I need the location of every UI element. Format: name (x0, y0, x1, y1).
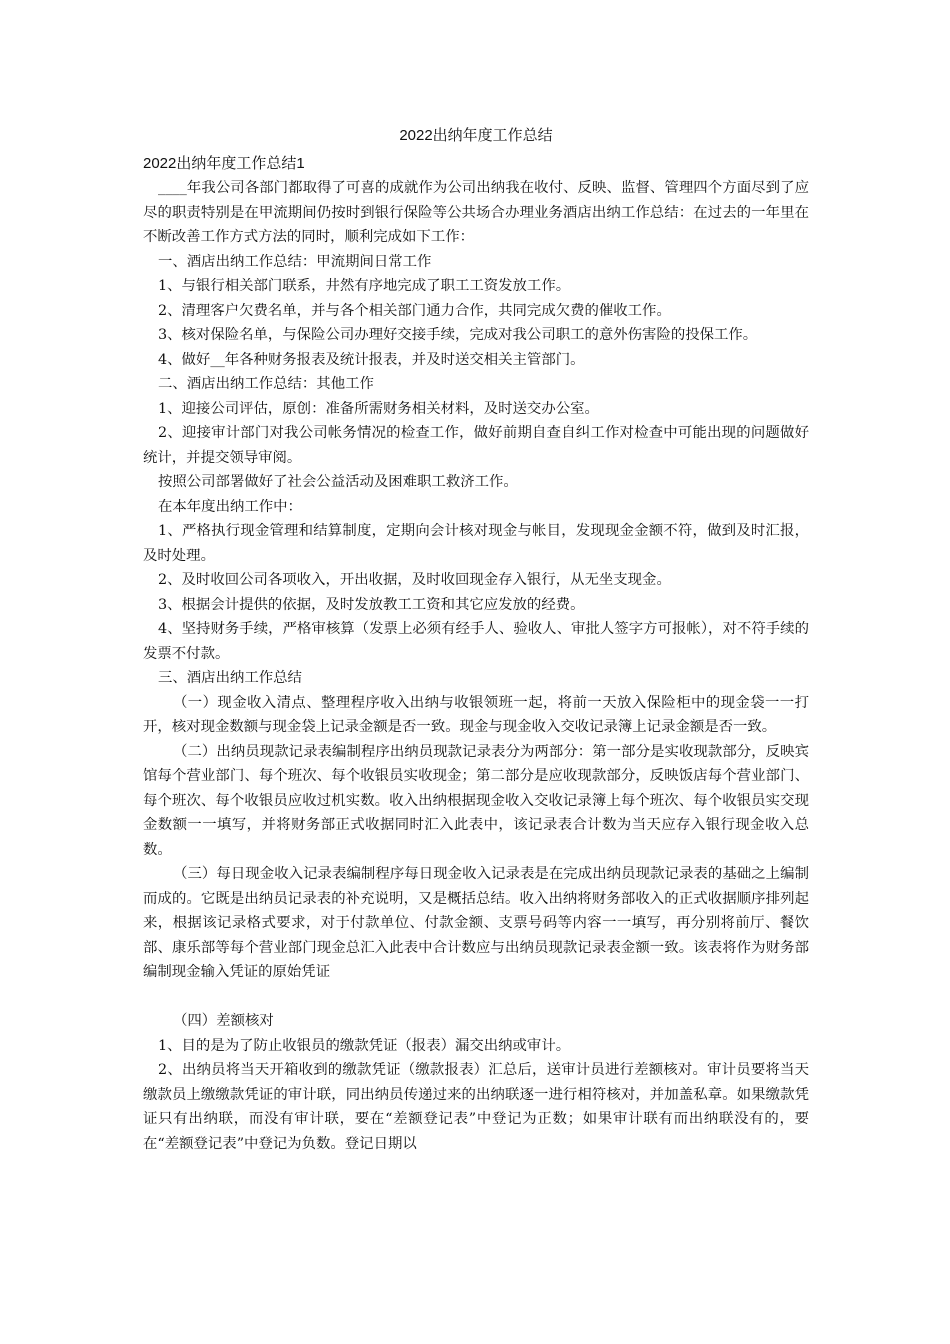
paragraph: 2、出纳员将当天开箱收到的缴款凭证（缴款报表）汇总后，送审计员进行差额核对。审计员要将当天缴款员上缴缴款凭证的审计联，同出纳员传递过来的出纳联逐一进行相符核对，并加盖私章。如果缴款凭证只有出纳联，而没有审计联，要在“差额登记表”中登记为正数；如果审计联有而出纳联没有的，要在“差额登记表”中登记为负数。登记日期以 (143, 1062, 809, 1152)
paragraph: 三、酒店出纳工作总结 (158, 670, 302, 686)
paragraph: 1、目的是为了防止收银员的缴款凭证（报表）漏交出纳或审计。 (158, 1037, 571, 1054)
paragraph: 二、酒店出纳工作总结：其他工作 (158, 376, 374, 392)
paragraph: （二）出纳员现款记录表编制程序出纳员现款记录表分为两部分：第一部分是实收现款部分，反映宾馆每个营业部门、每个班次、每个收银员实收现金；第二部分是应收现款部分，反映饭店每个营业部门、每个班次、每个收银员应收过机实数。收入出纳根据现金收入交收记录簿上每个班次、每个收银员实交现金数额一一填写，并将财务部正式收据同时汇入此表中，该记录表合计数为当天应存入银行现金收入总数。 (143, 743, 809, 858)
paragraph: （一）现金收入清点、整理程序收入出纳与收银领班一起，将前一天放入保险柜中的现金袋一一打开，核对现金数额与现金袋上记录金额是否一致。现金与现金收入交收记录簿上记录金额是否一致。 (143, 694, 809, 735)
document-title: 2022出纳年度工作总结 (399, 127, 553, 144)
paragraph: 在本年度出纳工作中： (158, 498, 302, 515)
document-page (143, 124, 809, 1156)
blank-line (143, 985, 809, 1010)
paragraph: 2、及时收回公司各项收入，开出收据，及时收回现金存入银行，从无坐支现金。 (158, 572, 671, 588)
paragraph: 2、迎接审计部门对我公司帐务情况的检查工作，做好前期自查自纠工作对检查中可能出现的问题做好统计，并提交领导审阅。 (143, 425, 809, 466)
paragraph: 一、酒店出纳工作总结：甲流期间日常工作 (158, 253, 432, 270)
paragraph: 1、迎接公司评估，原创：准备所需财务相关材料，及时送交办公室。 (158, 400, 599, 417)
paragraph: 2、清理客户欠费名单，并与各个相关部门通力合作，共同完成欠费的催收工作。 (158, 302, 671, 319)
paragraph: ____年我公司各部门都取得了可喜的成就作为公司出纳我在收付、反映、监督、管理四个方面尽到了应尽的职责特别是在甲流期间仍按时到银行保险等公共场合办理业务酒店出纳工作总结：在过去的一年里在不断改善工作方式方法的同时，顺利完成如下工作： (143, 180, 809, 245)
section-heading: 2022出纳年度工作总结1 (143, 155, 305, 172)
paragraph: 1、严格执行现金管理和结算制度，定期向会计核对现金与帐目，发现现金金额不符，做到及时汇报，及时处理。 (143, 523, 809, 564)
paragraph: 3、根据会计提供的依据，及时发放教工工资和其它应发放的经费。 (158, 596, 585, 613)
paragraph: 4、做好__年各种财务报表及统计报表，并及时送交相关主管部门。 (158, 351, 585, 368)
paragraph: （三）每日现金收入记录表编制程序每日现金收入记录表是在完成出纳员现款记录表的基础之上编制而成的。它既是出纳员记录表的补充说明，又是概括总结。收入出纳将财务部收入的正式收据顺序排列起来，根据该记录格式要求，对于付款单位、付款金额、支票号码等内容一一填写，再分别将前厅、餐饮部、康乐部等每个营业部门现金总汇入此表中合计数应与出纳员现款记录表金额一致。该表将作为财务部编制现金输入凭证的原始凭证 (143, 866, 809, 980)
paragraph: 1、与银行相关部门联系，井然有序地完成了职工工资发放工作。 (158, 278, 571, 294)
paragraph: 按照公司部署做好了社会公益活动及困难职工救济工作。 (158, 474, 518, 490)
paragraph: 3、核对保险名单，与保险公司办理好交接手续，完成对我公司职工的意外伤害险的投保工作。 (158, 327, 758, 343)
paragraph: 4、坚持财务手续，严格审核算（发票上必须有经手人、验收人、审批人签字方可报帐），对不符手续的发票不付款。 (143, 621, 809, 662)
paragraph: （四）差额核对 (173, 1013, 274, 1029)
